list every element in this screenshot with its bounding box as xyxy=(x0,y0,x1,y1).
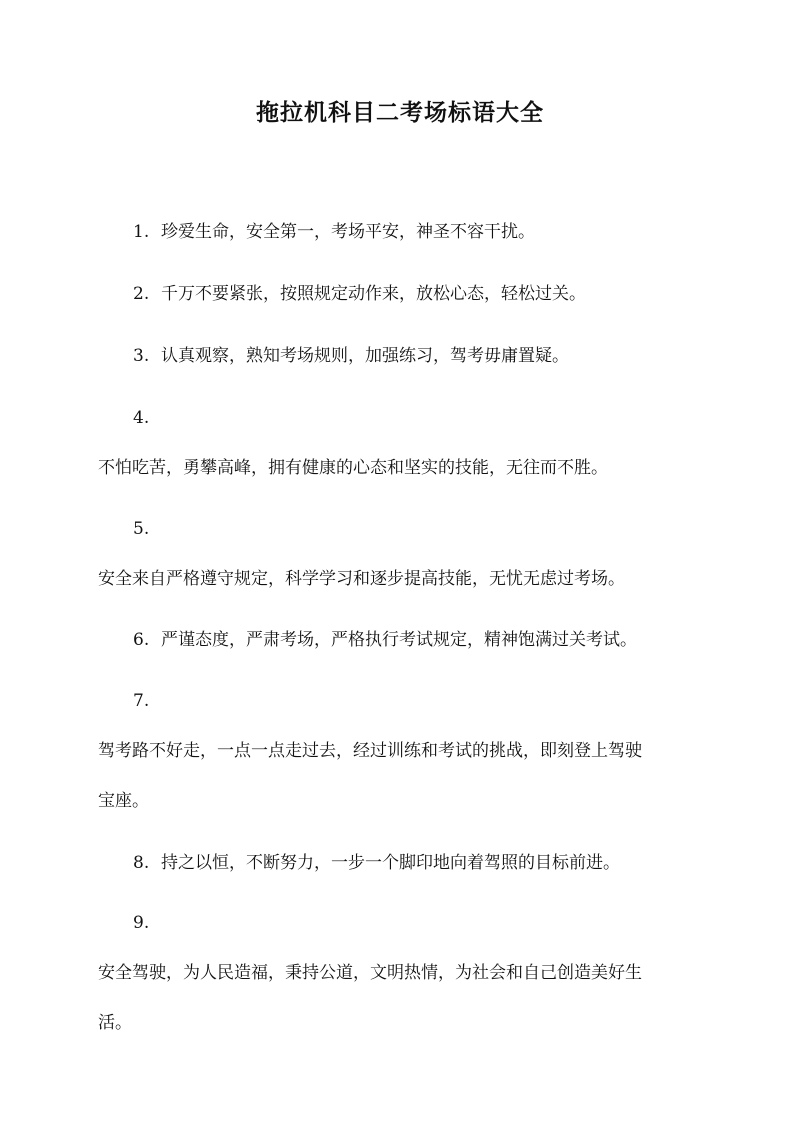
item-text: 珍爱生命，安全第一，考场平安，神圣不容干扰。 xyxy=(161,222,535,242)
page-title: 拖拉机科目二考场标语大全 xyxy=(256,99,544,126)
list-item-4-text: 不怕吃苦，勇攀高峰，拥有健康的心态和坚实的技能，无往而不胜。 xyxy=(98,458,608,478)
item-text: 严谨态度，严肃考场，严格执行考试规定，精神饱满过关考试。 xyxy=(161,630,637,650)
item-number: 8. xyxy=(133,853,150,873)
item-text: 认真观察，熟知考场规则，加强练习，驾考毋庸置疑。 xyxy=(161,346,569,366)
item-number: 1. xyxy=(133,222,150,242)
item-number: 6. xyxy=(133,630,150,650)
list-item-7-text-line1: 驾考路不好走，一点一点走过去，经过训练和考试的挑战，即刻登上驾驶 xyxy=(98,741,642,761)
item-number: 2. xyxy=(133,284,150,304)
list-item-8 xyxy=(133,850,620,876)
list-item-1 xyxy=(133,219,535,245)
item-number: 3. xyxy=(133,346,150,366)
list-item-5-text: 安全来自严格遵守规定，科学学习和逐步提高技能，无忧无虑过考场。 xyxy=(98,569,625,589)
list-item-5-number: 5. xyxy=(133,519,150,539)
list-item-2 xyxy=(133,281,586,307)
item-text: 千万不要紧张，按照规定动作来，放松心态，轻松过关。 xyxy=(161,284,586,304)
list-item-9-text-line2: 活。 xyxy=(98,1013,132,1033)
list-item-4-number: 4. xyxy=(133,408,150,428)
list-item-9-number: 9. xyxy=(133,913,150,933)
list-item-6 xyxy=(133,627,637,653)
list-item-3 xyxy=(133,343,569,369)
list-item-7-text-line2: 宝座。 xyxy=(98,791,149,811)
list-item-7-number: 7. xyxy=(133,691,150,711)
item-text: 持之以恒，不断努力，一步一个脚印地向着驾照的目标前进。 xyxy=(161,853,620,873)
list-item-9-text-line1: 安全驾驶，为人民造福，秉持公道，文明热情，为社会和自己创造美好生 xyxy=(98,963,642,983)
